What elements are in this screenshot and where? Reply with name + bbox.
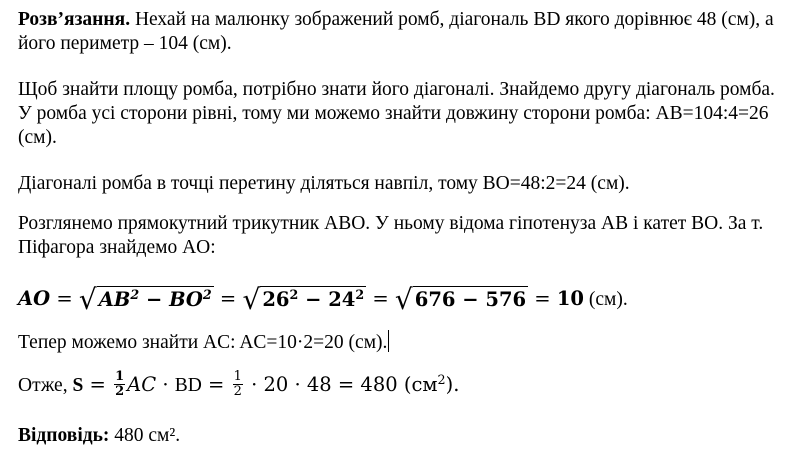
- area-formula: [18, 369, 778, 416]
- term-24: 24: [328, 288, 356, 311]
- frac-num: 1: [233, 369, 242, 384]
- fraction-half: [233, 370, 243, 399]
- area-calculation: · 20 · 48 = 480 (см: [244, 372, 438, 396]
- exponent: 2: [289, 287, 299, 303]
- equals-sign: =: [83, 372, 113, 396]
- intro-paragraph: [18, 8, 778, 56]
- exponent: 2: [437, 372, 446, 387]
- fraction-half-bold: [114, 370, 125, 399]
- ac-term: AC: [127, 372, 157, 396]
- ac-paragraph: [18, 330, 778, 355]
- ao-result: 10: [556, 287, 584, 310]
- frac-den: 2: [233, 384, 242, 399]
- equals-sign: =: [50, 287, 79, 310]
- text-cursor: [388, 330, 389, 352]
- sqrt-ab-bo: √ $AB^2 - BO^2$: [78, 283, 212, 316]
- term-26: 26: [262, 288, 290, 311]
- minus-sign: −: [139, 288, 170, 311]
- exponent: 2: [130, 287, 140, 303]
- dot-sign: ·: [156, 372, 175, 396]
- therefore-text: Отже,: [18, 374, 73, 396]
- minus-sign: −: [298, 288, 329, 311]
- answer-text: 480 см².: [109, 425, 181, 446]
- frac-den: 2: [115, 384, 125, 399]
- sqrt-676-576: √ 676 − 576: [394, 283, 527, 316]
- radicand-676-576: 676 − 576: [414, 288, 527, 311]
- exponent: 2: [355, 287, 365, 303]
- ao-lhs: AO: [18, 287, 51, 310]
- intro-text: Нехай на малюнку зображений ромб, діагональ BD якого дорівнює 48 (см), а його периметр – 104 (см).: [18, 9, 774, 54]
- unit-cm: (см).: [583, 289, 628, 310]
- exponent: 2: [202, 287, 212, 303]
- diagonal-paragraph: Щоб знайти площу ромба, потрібно знати його діагоналі. Знайдемо другу діагональ ромба. У ромба усі сторони рівні, тому ми можемо знайти довжину сторони ромба: AB=104:4=26 (см).: [18, 79, 775, 148]
- bo-term: BO: [169, 288, 203, 311]
- equals-sign: =: [201, 372, 231, 396]
- equals-sign: =: [366, 287, 395, 310]
- answer-paragraph: [18, 424, 778, 448]
- bisect-paragraph: Діагоналі ромба в точці перетину діляться навпіл, тому BO=48:2=24 (см).: [18, 173, 630, 194]
- closing-paren: ).: [445, 372, 460, 396]
- pythagoras-paragraph: Розглянемо прямокутний трикутник ABO. У ньому відома гіпотенуза AB і катет BO. За т. Піфагора знайдемо AO:: [18, 213, 764, 258]
- ab-term: AB: [98, 288, 131, 311]
- solution-label: Розв’язання.: [18, 9, 131, 30]
- equals-sign: =: [213, 287, 243, 310]
- sqrt-26-24: √ $26^2 - 24^2$: [242, 283, 365, 316]
- equals-sign: =: [528, 287, 557, 310]
- answer-label: Відповідь:: [18, 425, 110, 446]
- area-symbol: S: [72, 374, 84, 396]
- bd-term: BD: [174, 374, 202, 396]
- ao-formula: [18, 284, 778, 316]
- frac-num: 1: [115, 369, 125, 384]
- ac-text: Тепер можемо знайти AC: AC=10·2=20 (см).: [18, 332, 388, 353]
